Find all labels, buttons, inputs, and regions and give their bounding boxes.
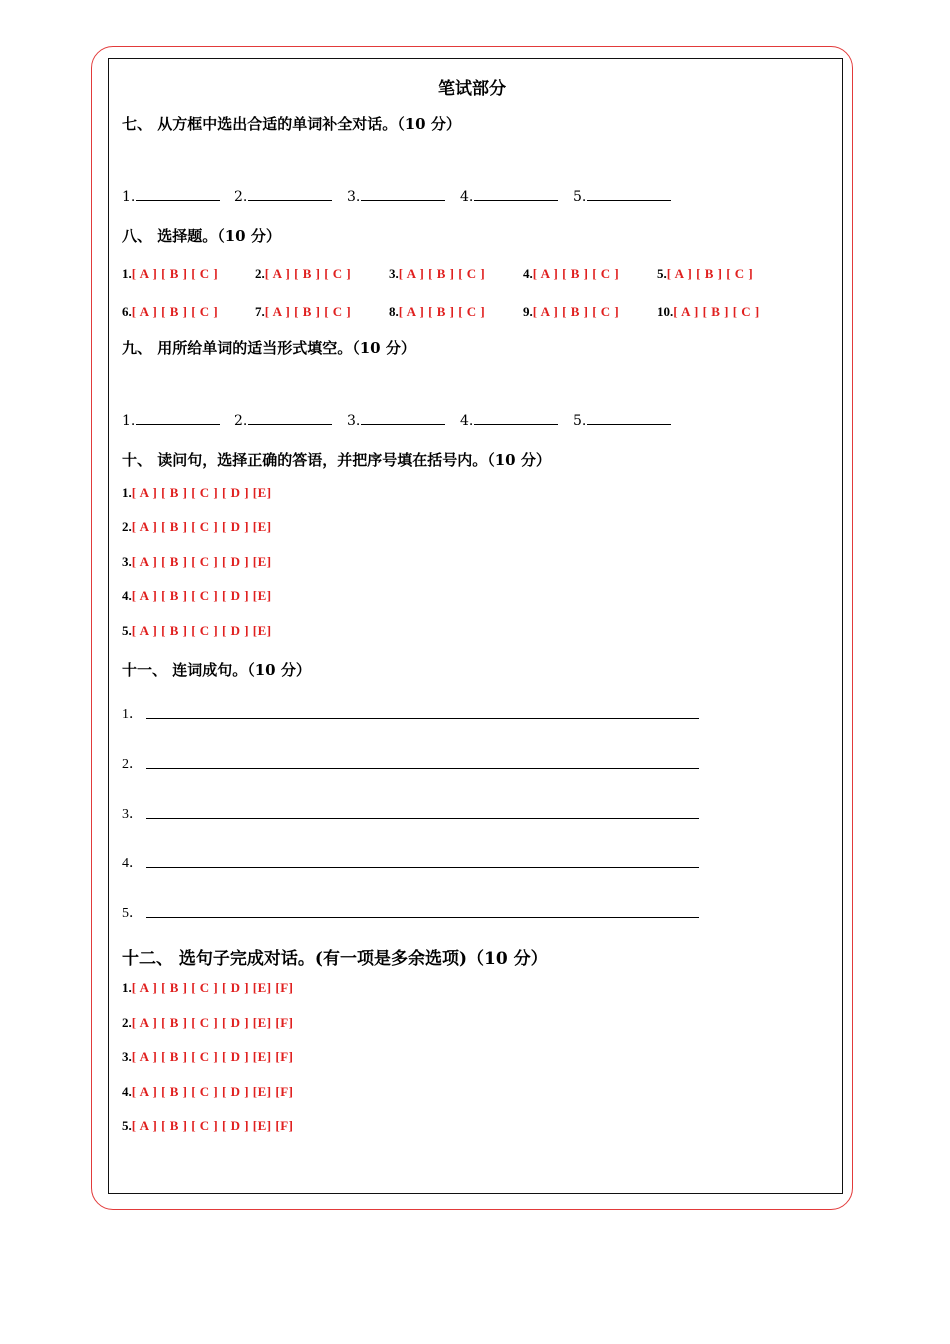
blank-label: 4. (460, 413, 474, 429)
choice-item[interactable] (122, 977, 293, 996)
section-7-blank-4 (460, 188, 558, 205)
option-bubbles[interactable]: [ A ] [ B ] [ C ] [ D ] [E] [F] (131, 1015, 294, 1030)
section-11-heading: 十一、 连词成句。（10 分） (122, 661, 311, 679)
fill-blank[interactable] (136, 412, 220, 425)
item-number: 2. (255, 266, 265, 281)
section-9-blank-3 (347, 412, 445, 429)
item-number: 9. (523, 304, 533, 319)
blank-label: 5. (573, 413, 587, 429)
item-number: 8. (389, 304, 399, 319)
sentence-line-number: 2． (122, 757, 143, 772)
choice-item[interactable] (657, 263, 753, 282)
answer-line[interactable] (146, 768, 699, 769)
item-number: 1. (122, 266, 132, 281)
item-number: 1. (122, 980, 132, 995)
blank-label: 3. (347, 189, 361, 205)
option-bubbles[interactable]: [ A ] [ B ] [ C ] [ D ] [E] [F] (131, 1049, 294, 1064)
section-9-blank-2 (234, 412, 332, 429)
item-number: 10. (657, 304, 674, 319)
choice-item[interactable] (122, 1046, 293, 1065)
section-7-heading: 七、 从方框中选出合适的单词补全对话。（10 分） (122, 115, 461, 133)
choice-item[interactable] (523, 301, 619, 320)
fill-blank[interactable] (587, 188, 671, 201)
item-number: 4. (122, 1084, 132, 1099)
answer-line[interactable] (146, 917, 699, 918)
section-7-blank-2 (234, 188, 332, 205)
choice-item[interactable] (122, 263, 218, 282)
item-number: 5. (122, 623, 132, 638)
fill-blank[interactable] (248, 412, 332, 425)
section-9-blank-5 (573, 412, 671, 429)
choice-item[interactable] (657, 301, 760, 320)
option-bubbles[interactable]: [ A ] [ B ] [ C ] (532, 266, 620, 281)
choice-item[interactable] (122, 620, 272, 639)
section-10-heading: 十、 读问句，选择正确的答语，并把序号填在括号内。（10 分） (122, 451, 551, 469)
option-bubbles[interactable]: [ A ] [ B ] [ C ] (398, 304, 486, 319)
item-number: 1. (122, 485, 132, 500)
sentence-line-number: 3． (122, 807, 143, 822)
choice-item[interactable] (389, 301, 485, 320)
section-9-blank-4 (460, 412, 558, 429)
blank-label: 3. (347, 413, 361, 429)
option-bubbles[interactable]: [ A ] [ B ] [ C ] (398, 266, 486, 281)
item-number: 7. (255, 304, 265, 319)
section-8-heading: 八、 选择题。（10 分） (122, 227, 281, 245)
choice-item[interactable] (122, 1081, 293, 1100)
fill-blank[interactable] (248, 188, 332, 201)
sentence-line-number: 4． (122, 856, 143, 871)
item-number: 2. (122, 519, 132, 534)
blank-label: 1. (122, 189, 136, 205)
answer-line[interactable] (146, 818, 699, 819)
section-9-blank-1 (122, 412, 220, 429)
item-number: 3. (122, 1049, 132, 1064)
section-12-heading: 十二、 选句子完成对话。(有一项是多余选项)（10 分） (122, 949, 548, 969)
choice-item[interactable] (255, 263, 351, 282)
option-bubbles[interactable]: [ A ] [ B ] [ C ] [ D ] [E] (131, 554, 272, 569)
item-number: 5. (122, 1118, 132, 1133)
fill-blank[interactable] (136, 188, 220, 201)
choice-item[interactable] (122, 482, 272, 501)
section-9-heading: 九、 用所给单词的适当形式填空。（10 分） (122, 339, 416, 357)
option-bubbles[interactable]: [ A ] [ B ] [ C ] [ D ] [E] [F] (131, 980, 294, 995)
sentence-line-number: 5． (122, 906, 143, 921)
answer-line[interactable] (146, 867, 699, 868)
item-number: 3. (389, 266, 399, 281)
choice-item[interactable] (255, 301, 351, 320)
fill-blank[interactable] (474, 412, 558, 425)
choice-item[interactable] (122, 301, 218, 320)
option-bubbles[interactable]: [ A ] [ B ] [ C ] [ D ] [E] [F] (131, 1084, 294, 1099)
section-7-blanks (122, 188, 220, 205)
fill-blank[interactable] (587, 412, 671, 425)
option-bubbles[interactable]: [ A ] [ B ] [ C ] [ D ] [E] (131, 485, 272, 500)
item-number: 3. (122, 554, 132, 569)
sentence-line-number: 1． (122, 707, 143, 722)
page-title: 笔试部分 (438, 79, 506, 99)
item-number: 4. (523, 266, 533, 281)
option-bubbles[interactable]: [ A ] [ B ] [ C ] [ D ] [E] [F] (131, 1118, 294, 1133)
choice-item[interactable] (523, 263, 619, 282)
item-number: 5. (657, 266, 667, 281)
option-bubbles[interactable]: [ A ] [ B ] [ C ] (131, 304, 219, 319)
section-7-blank-3 (347, 188, 445, 205)
answer-line[interactable] (146, 718, 699, 719)
option-bubbles[interactable]: [ A ] [ B ] [ C ] [ D ] [E] (131, 519, 272, 534)
option-bubbles[interactable]: [ A ] [ B ] [ C ] [ D ] [E] (131, 623, 272, 638)
blank-label: 1. (122, 413, 136, 429)
choice-item[interactable] (122, 1115, 293, 1134)
blank-label: 2. (234, 189, 248, 205)
fill-blank[interactable] (361, 412, 445, 425)
option-bubbles[interactable]: [ A ] [ B ] [ C ] (131, 266, 219, 281)
fill-blank[interactable] (361, 188, 445, 201)
item-number: 4. (122, 588, 132, 603)
option-bubbles[interactable]: [ A ] [ B ] [ C ] (264, 266, 352, 281)
blank-label: 5. (573, 189, 587, 205)
item-number: 6. (122, 304, 132, 319)
option-bubbles[interactable]: [ A ] [ B ] [ C ] (666, 266, 754, 281)
choice-item[interactable] (122, 1012, 293, 1031)
item-number: 2. (122, 1015, 132, 1030)
option-bubbles[interactable]: [ A ] [ B ] [ C ] (532, 304, 620, 319)
option-bubbles[interactable]: [ A ] [ B ] [ C ] [ D ] [E] (131, 588, 272, 603)
choice-item[interactable] (122, 551, 272, 570)
choice-item[interactable] (122, 585, 272, 604)
section-7-blank-5 (573, 188, 671, 205)
choice-item[interactable] (389, 263, 485, 282)
option-bubbles[interactable]: [ A ] [ B ] [ C ] (673, 304, 760, 319)
fill-blank[interactable] (474, 188, 558, 201)
choice-item[interactable] (122, 516, 272, 535)
blank-label: 4. (460, 189, 474, 205)
option-bubbles[interactable]: [ A ] [ B ] [ C ] (264, 304, 352, 319)
blank-label: 2. (234, 413, 248, 429)
